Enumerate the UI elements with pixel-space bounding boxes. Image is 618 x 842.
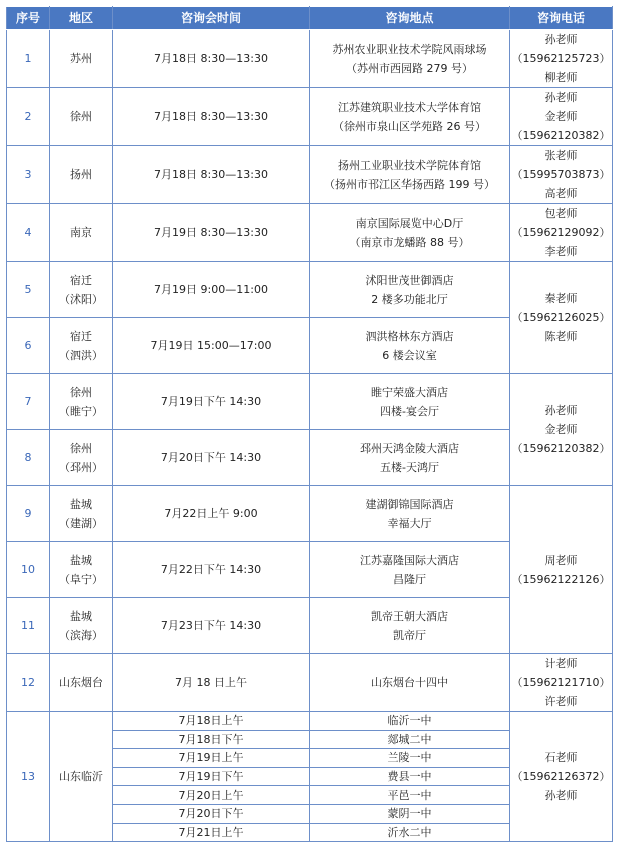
region-cell: [50, 204, 113, 262]
cell-line: （15962126372）: [511, 770, 611, 784]
place-cell: 临沂一中: [310, 712, 510, 731]
place-cell: 兰陵一中: [310, 749, 510, 768]
region-cell: [50, 146, 113, 204]
place-cell: [310, 88, 510, 146]
cell-line: （泗洪）: [59, 348, 103, 362]
cell-line: （阜宁）: [59, 572, 103, 586]
cell-line: （徐州市泉山区学苑路 26 号）: [333, 119, 486, 133]
cell-line: 南京: [70, 226, 92, 239]
region-cell: [50, 542, 113, 598]
place-cell: [310, 486, 510, 542]
time-cell: 7月20日上午: [113, 786, 310, 805]
cell-line: 苏州: [70, 52, 92, 65]
cell-line: 五楼-天鸿厅: [380, 460, 439, 474]
place-cell: [310, 654, 510, 712]
time-cell: 7月19日下午 14:30: [113, 374, 310, 430]
cell-line: （扬州市邗江区华扬西路 199 号）: [324, 177, 495, 191]
index-cell: 4: [7, 204, 50, 262]
cell-line: 泗洪格林东方酒店: [365, 329, 454, 343]
time-cell: 7月19日上午: [113, 749, 310, 768]
table-row: [7, 654, 613, 712]
time-cell: 7月18日下午: [113, 730, 310, 749]
header-region: 地区: [50, 7, 113, 30]
contact-cell: [510, 712, 613, 842]
cell-line: 幸福大厅: [387, 516, 432, 530]
region-cell: [50, 30, 113, 88]
cell-line: （15962120382）: [511, 129, 611, 142]
cell-line: 江苏建筑职业技术大学体育馆: [338, 100, 481, 114]
cell-line: （邳州）: [59, 460, 103, 474]
region-cell: [50, 88, 113, 146]
cell-line: （15962122126）: [511, 572, 611, 586]
place-cell: [310, 262, 510, 318]
region-cell: [50, 598, 113, 654]
region-cell: [50, 318, 113, 374]
header-index: 序号: [7, 7, 50, 30]
cell-line: 孙老师: [544, 789, 578, 803]
cell-line: 山东临沂: [59, 770, 103, 784]
cell-line: （15962125723）: [511, 52, 611, 65]
region-cell: [50, 654, 113, 712]
time-cell: 7月19日 8:30—13:30: [113, 204, 310, 262]
time-cell: 7月18日 8:30—13:30: [113, 30, 310, 88]
cell-line: 昌隆厅: [393, 572, 426, 586]
contact-cell: [510, 30, 613, 88]
cell-line: 金老师: [544, 110, 578, 123]
header-place: 咨询地点: [310, 7, 510, 30]
time-cell: 7月18日上午: [113, 712, 310, 731]
cell-line: 徐州: [70, 385, 92, 399]
cell-line: 江苏嘉隆国际大酒店: [360, 553, 459, 567]
cell-line: 凯帝厅: [393, 628, 426, 642]
cell-line: （睢宁）: [59, 404, 103, 418]
time-cell: 7月21日上午: [113, 823, 310, 842]
cell-line: 睢宁荣盛大酒店: [371, 385, 448, 399]
header-row: [7, 7, 613, 30]
cell-line: 包老师: [544, 207, 578, 220]
contact-cell: [510, 486, 613, 654]
table-row: [7, 204, 613, 262]
cell-line: 盐城: [70, 553, 92, 567]
cell-line: （15962126025）: [511, 311, 611, 324]
cell-line: 山东烟台: [59, 676, 103, 689]
time-cell: 7月20日下午: [113, 804, 310, 823]
cell-line: 扬州: [70, 168, 92, 181]
cell-line: 山东烟台十四中: [371, 676, 448, 689]
cell-line: 孙老师: [544, 404, 578, 417]
cell-line: 南京国际展览中心D厅: [355, 216, 464, 230]
index-cell: 7: [7, 374, 50, 430]
place-cell: 平邑一中: [310, 786, 510, 805]
cell-line: 周老师: [544, 553, 578, 567]
index-cell: 6: [7, 318, 50, 374]
index-cell: 5: [7, 262, 50, 318]
cell-line: 邳州天鸿金陵大酒店: [360, 441, 459, 455]
index-cell: 11: [7, 598, 50, 654]
cell-line: （沭阳）: [59, 292, 103, 306]
region-cell: [50, 712, 113, 842]
cell-line: （15962120382）: [511, 442, 611, 455]
contact-cell: [510, 374, 613, 486]
cell-line: （滨海）: [59, 628, 103, 642]
time-cell: 7月 18 日上午: [113, 654, 310, 712]
contact-cell: [510, 654, 613, 712]
cell-line: 孙老师: [544, 33, 578, 46]
cell-line: 建湖御锦国际酒店: [365, 497, 454, 511]
cell-line: 2 楼多功能北厅: [371, 292, 448, 306]
index-cell: 2: [7, 88, 50, 146]
index-cell: 13: [7, 712, 50, 842]
table-row: [7, 30, 613, 88]
region-cell: [50, 430, 113, 486]
place-cell: [310, 204, 510, 262]
time-cell: 7月22日上午 9:00: [113, 486, 310, 542]
cell-line: 高老师: [544, 187, 578, 200]
time-cell: 7月23日下午 14:30: [113, 598, 310, 654]
cell-line: （建湖）: [59, 516, 103, 530]
cell-line: 柳老师: [544, 71, 578, 84]
cell-line: 张老师: [544, 149, 578, 162]
time-cell: 7月18日 8:30—13:30: [113, 146, 310, 204]
place-cell: 费县一中: [310, 767, 510, 786]
place-cell: 沂水二中: [310, 823, 510, 842]
time-cell: 7月19日 15:00—17:00: [113, 318, 310, 374]
contact-cell: [510, 88, 613, 146]
cell-line: 陈老师: [544, 330, 578, 343]
place-cell: 郯城二中: [310, 730, 510, 749]
contact-cell: [510, 204, 613, 262]
place-cell: [310, 542, 510, 598]
index-cell: 9: [7, 486, 50, 542]
index-cell: 3: [7, 146, 50, 204]
time-cell: 7月18日 8:30—13:30: [113, 88, 310, 146]
cell-line: 秦老师: [544, 292, 578, 305]
region-cell: [50, 374, 113, 430]
time-cell: 7月20日下午 14:30: [113, 430, 310, 486]
contact-cell: [510, 146, 613, 204]
place-cell: [310, 30, 510, 88]
cell-line: 金老师: [544, 423, 578, 436]
place-cell: [310, 374, 510, 430]
cell-line: 苏州农业职业技术学院风雨球场: [332, 42, 487, 56]
cell-line: （15995703873）: [511, 168, 611, 181]
place-cell: [310, 318, 510, 374]
time-cell: 7月19日下午: [113, 767, 310, 786]
cell-line: 徐州: [70, 110, 92, 123]
cell-line: 徐州: [70, 441, 92, 455]
cell-line: 孙老师: [544, 91, 578, 104]
cell-line: 许老师: [544, 695, 578, 708]
table-row: [7, 262, 613, 318]
place-cell: [310, 146, 510, 204]
index-cell: 10: [7, 542, 50, 598]
schedule-body: [7, 30, 613, 842]
cell-line: （苏州市西园路 279 号）: [346, 61, 473, 75]
table-row: [7, 712, 613, 731]
place-cell: [310, 598, 510, 654]
cell-line: 扬州工业职业技术学院体育馆: [338, 158, 481, 172]
time-cell: 7月22日下午 14:30: [113, 542, 310, 598]
cell-line: （15962121710）: [511, 676, 611, 689]
table-row: [7, 146, 613, 204]
cell-line: 盐城: [70, 497, 92, 511]
cell-line: 6 楼会议室: [382, 348, 437, 362]
region-cell: [50, 262, 113, 318]
cell-line: 沭阳世茂世御酒店: [365, 273, 454, 287]
index-cell: 12: [7, 654, 50, 712]
place-cell: 蒙阴一中: [310, 804, 510, 823]
header-phone: 咨询电话: [510, 7, 613, 30]
schedule-table: [6, 6, 613, 842]
cell-line: （南京市龙蟠路 88 号）: [349, 235, 470, 249]
time-cell: 7月19日 9:00—11:00: [113, 262, 310, 318]
cell-line: 宿迁: [70, 329, 92, 343]
cell-line: 宿迁: [70, 273, 92, 287]
contact-cell: [510, 262, 613, 374]
cell-line: 四楼-宴会厅: [380, 404, 439, 418]
index-cell: 8: [7, 430, 50, 486]
table-row: [7, 374, 613, 430]
index-cell: 1: [7, 30, 50, 88]
cell-line: 李老师: [544, 245, 578, 258]
header-time: 咨询会时间: [113, 7, 310, 30]
cell-line: 凯帝王朝大酒店: [371, 609, 448, 623]
place-cell: [310, 430, 510, 486]
table-row: [7, 88, 613, 146]
table-row: [7, 486, 613, 542]
region-cell: [50, 486, 113, 542]
cell-line: 计老师: [544, 657, 578, 670]
cell-line: 盐城: [70, 609, 92, 623]
cell-line: 石老师: [544, 751, 578, 765]
cell-line: （15962129092）: [511, 226, 611, 239]
